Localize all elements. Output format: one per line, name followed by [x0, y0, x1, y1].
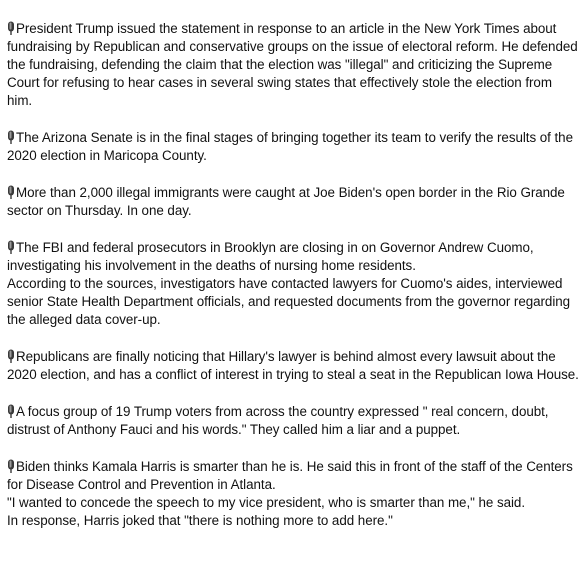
news-paragraph: According to the sources, investigators have contacted lawyers for Cuomo's aides, interviewed senior State Health Department officials, and requested documents from the governor regarding the alleged data cover-up. — [7, 276, 571, 327]
news-paragraph — [7, 403, 579, 439]
news-paragraph — [7, 239, 579, 275]
pin-icon — [7, 185, 15, 199]
news-feed — [7, 20, 579, 549]
news-text: A focus group of 19 Trump voters from across the country expressed " real concern, doubt, distrust of Anthony Fauci and his words." They called him a liar and a puppet. — [7, 404, 549, 437]
news-item — [7, 20, 579, 110]
news-paragraph — [7, 184, 579, 220]
news-item — [7, 403, 579, 439]
pin-icon — [7, 130, 15, 144]
news-paragraph — [7, 348, 579, 384]
pin-icon — [7, 349, 15, 363]
news-item — [7, 239, 579, 329]
news-item — [7, 458, 579, 530]
news-item — [7, 129, 579, 165]
pin-icon — [7, 240, 15, 254]
news-paragraph: "I wanted to concede the speech to my vice president, who is smarter than me," he said. — [7, 495, 525, 510]
news-paragraph — [7, 458, 579, 494]
news-paragraph — [7, 129, 579, 165]
pin-icon — [7, 21, 15, 35]
pin-icon — [7, 459, 15, 473]
news-text: The Arizona Senate is in the final stages of bringing together its team to verify the results of the 2020 election in Maricopa County. — [7, 130, 573, 163]
news-text: The FBI and federal prosecutors in Brooklyn are closing in on Governor Andrew Cuomo, investigating his involvement in the deaths of nursing home residents. — [7, 240, 534, 273]
news-text: Biden thinks Kamala Harris is smarter than he is. He said this in front of the staff of the Centers for Disease Control and Prevention in Atlanta. — [7, 459, 573, 492]
news-text: More than 2,000 illegal immigrants were caught at Joe Biden's open border in the Rio Grande sector on Thursday. In one day. — [7, 185, 565, 218]
news-text: Republicans are finally noticing that Hillary's lawyer is behind almost every lawsuit about the 2020 election, and has a conflict of interest in trying to steal a seat in the Republican Iowa House. — [7, 349, 579, 382]
news-paragraph: In response, Harris joked that "there is nothing more to add here." — [7, 513, 393, 528]
news-paragraph — [7, 20, 579, 110]
news-item — [7, 184, 579, 220]
pin-icon — [7, 404, 15, 418]
news-text: President Trump issued the statement in response to an article in the New York Times about fundraising by Republican and conservative groups on the issue of electoral reform. He defended the fundraising, defending the claim that the election was "illegal" and criticizing the Supreme Court for refusing to hear cases in several swing states that effectively stole the election from him. — [7, 21, 578, 108]
news-item — [7, 348, 579, 384]
